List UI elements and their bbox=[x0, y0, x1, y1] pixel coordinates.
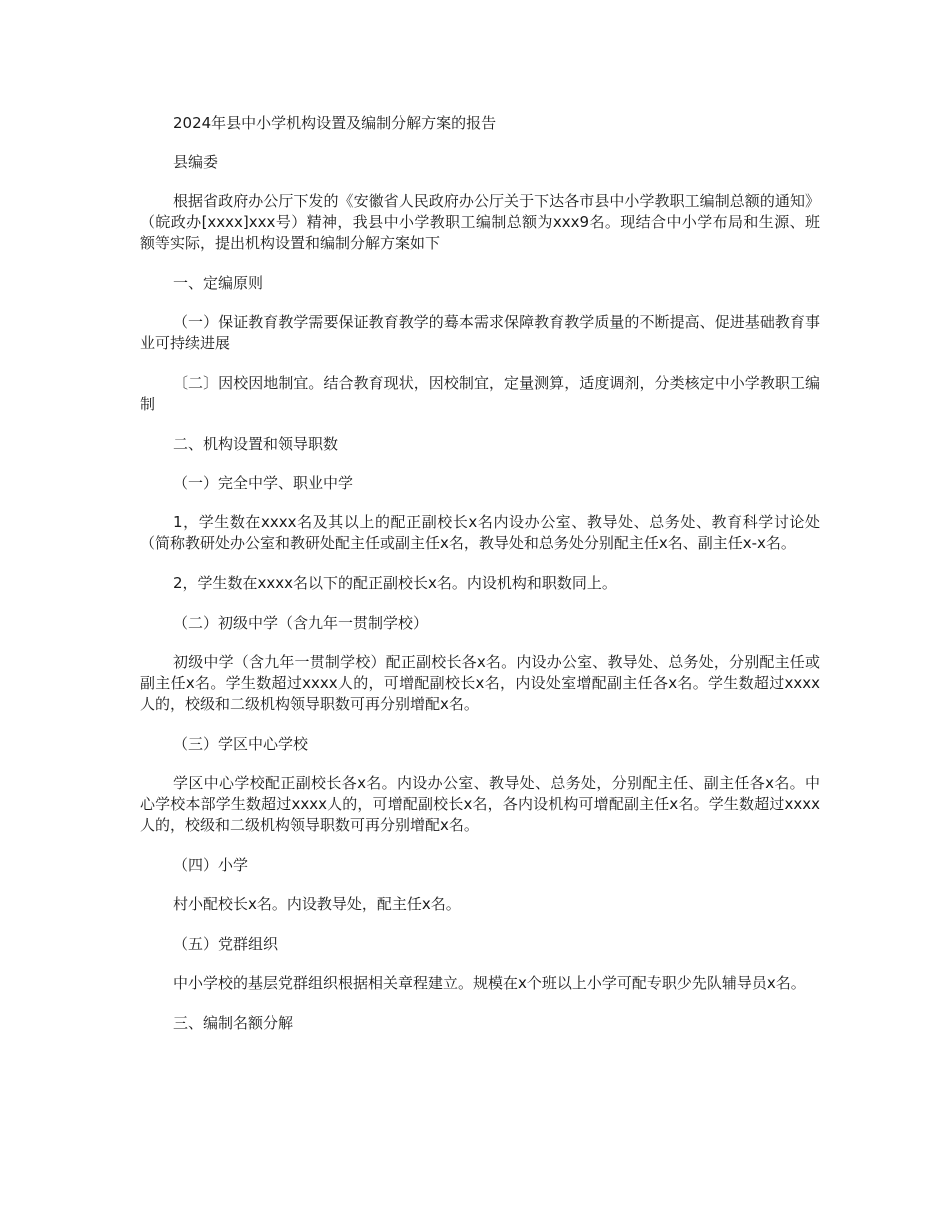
section2-subheading-5: （五）党群组织 bbox=[173, 935, 279, 953]
document-recipient: 县编委 bbox=[173, 153, 219, 171]
section2-sub5-paragraph: 中小学校的基层党群组织根据相关章程建立。规模在x个班以上小学可配专职少先队辅导员x名。 bbox=[173, 974, 806, 992]
document-body bbox=[140, 113, 820, 1052]
section2-subheading-3: （三）学区中心学校 bbox=[173, 735, 309, 753]
section2-sub2-paragraph: 初级中学（含九年一贯制学校）配正副校长各x名。内设办公室、教导处、总务处，分别配主任或副主任x名。学生数超过xxxx人的，可增配副校长x名，内设处室增配副主任各x名。学生数超过xxxx人的，校级和二级机构领导职数可再分别增配x名。 bbox=[140, 653, 820, 713]
section1-item-2: 〔二〕因校因地制宜。结合教育现状，因校制宜，定量测算，适度调剂，分类核定中小学教职工编制 bbox=[140, 374, 820, 413]
section2-sub1-paragraph-1: 1，学生数在xxxx名及其以上的配正副校长x名内设办公室、教导处、总务处、教育科学讨论处（简称教研处办公室和教研处配主任或副主任x名，教导处和总务处分别配主任x名、副主任x-x名。 bbox=[140, 513, 820, 552]
section2-sub3-paragraph: 学区中心学校配正副校长各x名。内设办公室、教导处、总务处，分别配主任、副主任各x名。中心学校本部学生数超过xxxx人的，可增配副校长x名，各内设机构可增配副主任x名。学生数超过xxxx人的，校级和二级机构领导职数可再分别增配x名。 bbox=[140, 774, 820, 834]
section-heading-2: 二、机构设置和领导职数 bbox=[173, 435, 339, 453]
section2-subheading-1: （一）完全中学、职业中学 bbox=[173, 474, 354, 492]
document-title: 2024年县中小学机构设置及编制分解方案的报告 bbox=[173, 114, 497, 132]
section2-sub1-paragraph-2: 2，学生数在xxxx名以下的配正副校长x名。内设机构和职数同上。 bbox=[173, 574, 617, 592]
section2-subheading-4: （四）小学 bbox=[173, 856, 249, 874]
section2-subheading-2: （二）初级中学（含九年一贯制学校） bbox=[173, 614, 429, 632]
section1-item-1: （一）保证教育教学需要保证教育教学的蓦本需求保障教育教学质量的不断提高、促进基础教育事业可持续进展 bbox=[140, 313, 820, 352]
section-heading-1: 一、定编原则 bbox=[173, 274, 264, 292]
section-heading-3: 三、编制名额分解 bbox=[173, 1014, 294, 1032]
section2-sub4-paragraph: 村小配校长x名。内设教导处，配主任x名。 bbox=[173, 895, 461, 913]
intro-paragraph: 根据省政府办公厅下发的《安徽省人民政府办公厅关于下达各市县中小学教职工编制总额的通知》（皖政办[xxxx]xxx号）精神，我县中小学教职工编制总额为xxx9名。现结合中小学布局和生源、班额等实际，提出机构设置和编制分解方案如下 bbox=[140, 192, 820, 252]
